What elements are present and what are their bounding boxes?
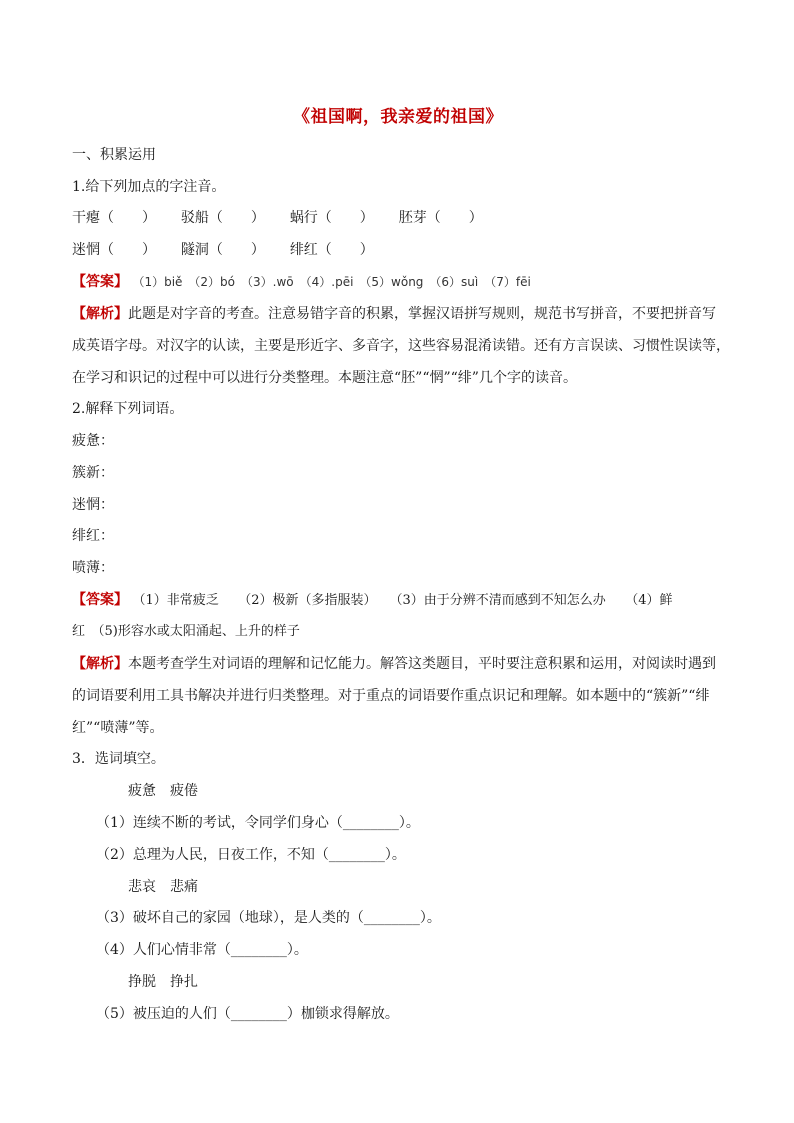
analysis-text: 本题考查学生对词语的理解和记忆能力。解答这类题目，平时要注意积累和运用，对阅读时遇到 — [128, 656, 716, 672]
q1-prompt: 1.给下列加点的字注音。 — [72, 179, 226, 195]
q2-word-4: 绯红： — [72, 528, 114, 544]
q3-word-group-2: 悲哀 悲痛 — [128, 879, 198, 895]
q3-item-5: （5）被压迫的人们（________）枷锁求得解放。 — [96, 1006, 399, 1022]
q3-word-group-1: 疲惫 疲倦 — [128, 783, 198, 799]
q2-word-1: 疲惫： — [72, 433, 114, 449]
q3-item-3: （3）破坏自己的家园（地球），是人类的（________）。 — [96, 910, 441, 926]
q1-item-7: 绯红（ ） — [289, 242, 374, 258]
q2-word-2: 簇新： — [72, 465, 114, 481]
q2-analysis-line-3: 红”“喷薄”等。 — [72, 720, 164, 736]
q3-prompt: 3．选词填空。 — [72, 751, 165, 767]
q3-word-group-3: 挣脱 挣扎 — [128, 974, 198, 990]
q2-analysis-line-2: 的词语要利用工具书解决并进行归类整理。对于重点的词语要作重点识记和理解。如本题中的“簇新”“绯 — [72, 688, 710, 704]
q1-item-5: 迷惘（ ） — [72, 242, 156, 258]
q2-analysis-line-1 — [72, 654, 716, 674]
q1-row1 — [72, 208, 483, 228]
q2-prompt: 2.解释下列词语。 — [72, 401, 184, 417]
q1-row2 — [72, 240, 374, 260]
answer-tag: 【答案】 — [72, 274, 128, 290]
q1-analysis-line-3: 在学习和识记的过程中可以进行分类整理。本题注意“胚”“惘”“绯”几个字的读音。 — [72, 370, 577, 386]
section-heading: 一、积累运用 — [72, 147, 156, 163]
q2-answer-line-1 — [72, 590, 673, 611]
q1-analysis-line-2: 成英语字母。对汉字的认读，主要是形近字、多音字，这些容易混淆读错。还有方言误读、习惯性误读等， — [72, 338, 730, 354]
analysis-tag: 【解析】 — [72, 656, 128, 672]
q3-item-1: （1）连续不断的考试，令同学们身心（________）。 — [96, 815, 420, 831]
q3-item-4: （4）人们心情非常（________）。 — [96, 942, 308, 958]
q1-answer — [72, 272, 531, 292]
q2-answer-line-2: 红 （5)形容水或太阳涌起、上升的样子 — [72, 624, 300, 639]
analysis-text: 此题是对字音的考查。注意易错字音的积累，掌握汉语拼写规则，规范书写拼音，不要把拼音写 — [128, 306, 716, 322]
q1-analysis-line-1 — [72, 304, 716, 324]
analysis-tag: 【解析】 — [72, 306, 128, 322]
page-title: 《祖国啊，我亲爱的祖国》 — [293, 107, 503, 127]
answer-text: （1）非常疲乏 （2）极新（多指服装） （3）由于分辨不清而感到不知怎么办 （4）鲜 — [132, 593, 673, 608]
answer-text: （1）biě （2）bó （3）.wō （4）.pēi （5）wǒng （6）suì （7）fēi — [132, 275, 531, 289]
document-page — [72, 0, 730, 1123]
q1-item-2: 驳船（ ） — [180, 210, 265, 226]
q1-item-1: 干瘪（ ） — [72, 210, 156, 226]
q3-item-2: （2）总理为人民，日夜工作，不知（________）。 — [96, 847, 406, 863]
answer-tag: 【答案】 — [72, 592, 128, 608]
q1-item-3: 蜗行（ ） — [289, 210, 374, 226]
q1-item-6: 隧洞（ ） — [180, 242, 265, 258]
q2-word-3: 迷惘： — [72, 497, 114, 513]
q2-word-5: 喷薄： — [72, 560, 114, 576]
q1-item-4: 胚芽（ ） — [398, 210, 483, 226]
